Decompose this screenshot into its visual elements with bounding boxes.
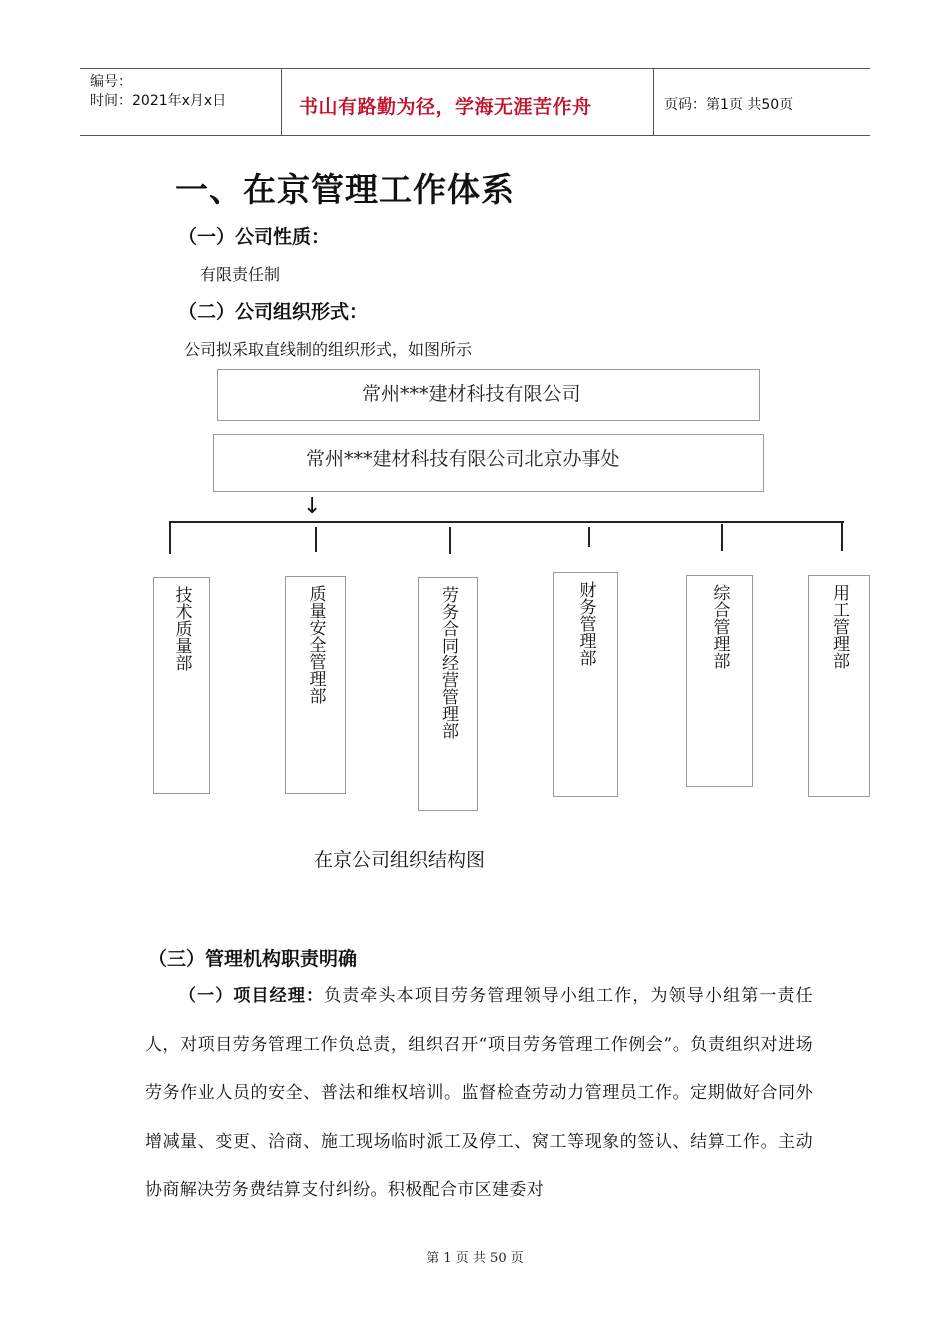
dept-label: 技术质量部	[171, 586, 192, 671]
org-branch-tick	[721, 524, 723, 551]
org-top-company-label: 常州***建材科技有限公司	[362, 383, 581, 405]
org-down-arrow-icon: ↓	[303, 494, 322, 519]
dept-label: 综合管理部	[709, 584, 730, 669]
header-divider-left	[281, 68, 282, 136]
dept-label: 财务管理部	[575, 581, 596, 666]
org-branch-tick	[841, 521, 843, 551]
company-nature-text: 有限责任制	[200, 265, 281, 284]
duty-paragraph	[145, 972, 813, 1215]
org-beijing-office-box	[213, 434, 764, 492]
dept-box	[808, 575, 870, 797]
dept-box	[418, 577, 478, 811]
dept-box	[285, 576, 346, 794]
page-info: 页码：第1页 共50页	[664, 97, 794, 113]
org-branch-tick	[169, 521, 171, 554]
header-top-border	[80, 68, 870, 69]
dept-box	[686, 575, 753, 787]
dept-label: 用工管理部	[829, 584, 849, 669]
org-top-company-box	[217, 369, 760, 421]
section-heading-nature: （一）公司性质：	[178, 226, 331, 248]
org-beijing-office-label: 常州***建材科技有限公司北京办事处	[306, 448, 620, 470]
header-bottom-border	[80, 135, 870, 136]
doc-time-label: 时间：2021年x月x日	[90, 93, 227, 109]
doc-number-label: 编号：	[90, 74, 132, 90]
section-heading-duties: （三）管理机构职责明确	[148, 948, 358, 970]
dept-label: 劳务合同经营管理部	[438, 586, 458, 739]
header-divider-right	[653, 68, 654, 136]
duty-item-label: （一）项目经理：	[179, 986, 325, 1006]
section-heading-org-form: （二）公司组织形式：	[178, 301, 369, 323]
dept-box	[553, 572, 618, 797]
duty-item-text: 负责牵头本项目劳务管理领导小组工作，为领导小组第一责任人，对项目劳务管理工作负总责，组织召开“项目劳务管理工作例会”。负责组织对进场劳务作业人员的安全、普法和维权培训。监督检查劳动力管理员工作。定期做好合同外增减量、变更、洽商、施工现场临时派工及停工、窝工等现象的签认、结算工作。主动协商解决劳务费结算支付纠纷。积极配合市区建委对	[145, 986, 813, 1200]
page-footer: 第 1 页 共 50 页	[426, 1251, 524, 1266]
org-chart-caption: 在京公司组织结构图	[314, 849, 486, 871]
org-branch-tick	[449, 527, 451, 554]
org-branch-tick	[588, 527, 590, 547]
header-motto: 书山有路勤为径，学海无涯苦作舟	[299, 96, 592, 118]
page-title: 一、在京管理工作体系	[175, 170, 515, 209]
dept-label: 质量安全管理部	[305, 585, 326, 704]
org-branch-line	[169, 521, 844, 523]
dept-box	[153, 577, 210, 794]
org-branch-tick	[315, 527, 317, 552]
org-form-text: 公司拟采取直线制的组织形式，如图所示	[184, 340, 473, 359]
